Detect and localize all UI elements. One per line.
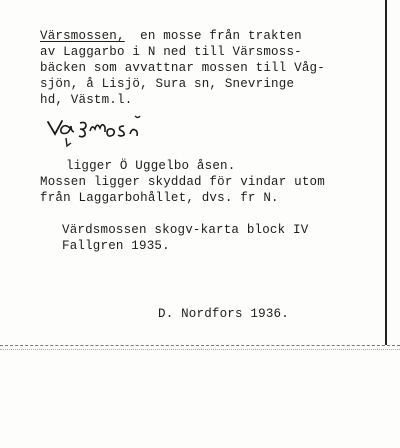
line-7: Mossen ligger skyddad för vindar utom (40, 175, 325, 189)
card-bottom-edge-shadow (0, 349, 400, 350)
card-edge (385, 0, 387, 345)
line-4: sjön, å Lisjö, Sura sn, Snevringe (40, 77, 295, 91)
headword: Värsmossen, (40, 29, 125, 43)
line-1 (40, 28, 302, 44)
line-6: ligger Ö Uggelbo åsen. (66, 159, 236, 173)
handwritten-text: vä̜ʃmosn (0, 0, 5, 1)
line-3: bäcken som avvattnar mossen till Våg- (40, 61, 325, 75)
line-1-rest: en mosse från trakten (124, 29, 302, 43)
card-bottom-edge (0, 345, 400, 346)
line-5: hd, Västm.l. (40, 93, 133, 107)
line-8: från Laggarbohållet, dvs. fr N. (40, 191, 279, 205)
line-2: av Laggarbo i N ned till Värsmoss- (40, 45, 302, 59)
signature: D. Nordfors 1936. (158, 307, 289, 321)
source-line-2: Fallgren 1935. (62, 239, 170, 253)
source-line-1: Värdsmossen skogv-karta block IV (62, 223, 309, 237)
